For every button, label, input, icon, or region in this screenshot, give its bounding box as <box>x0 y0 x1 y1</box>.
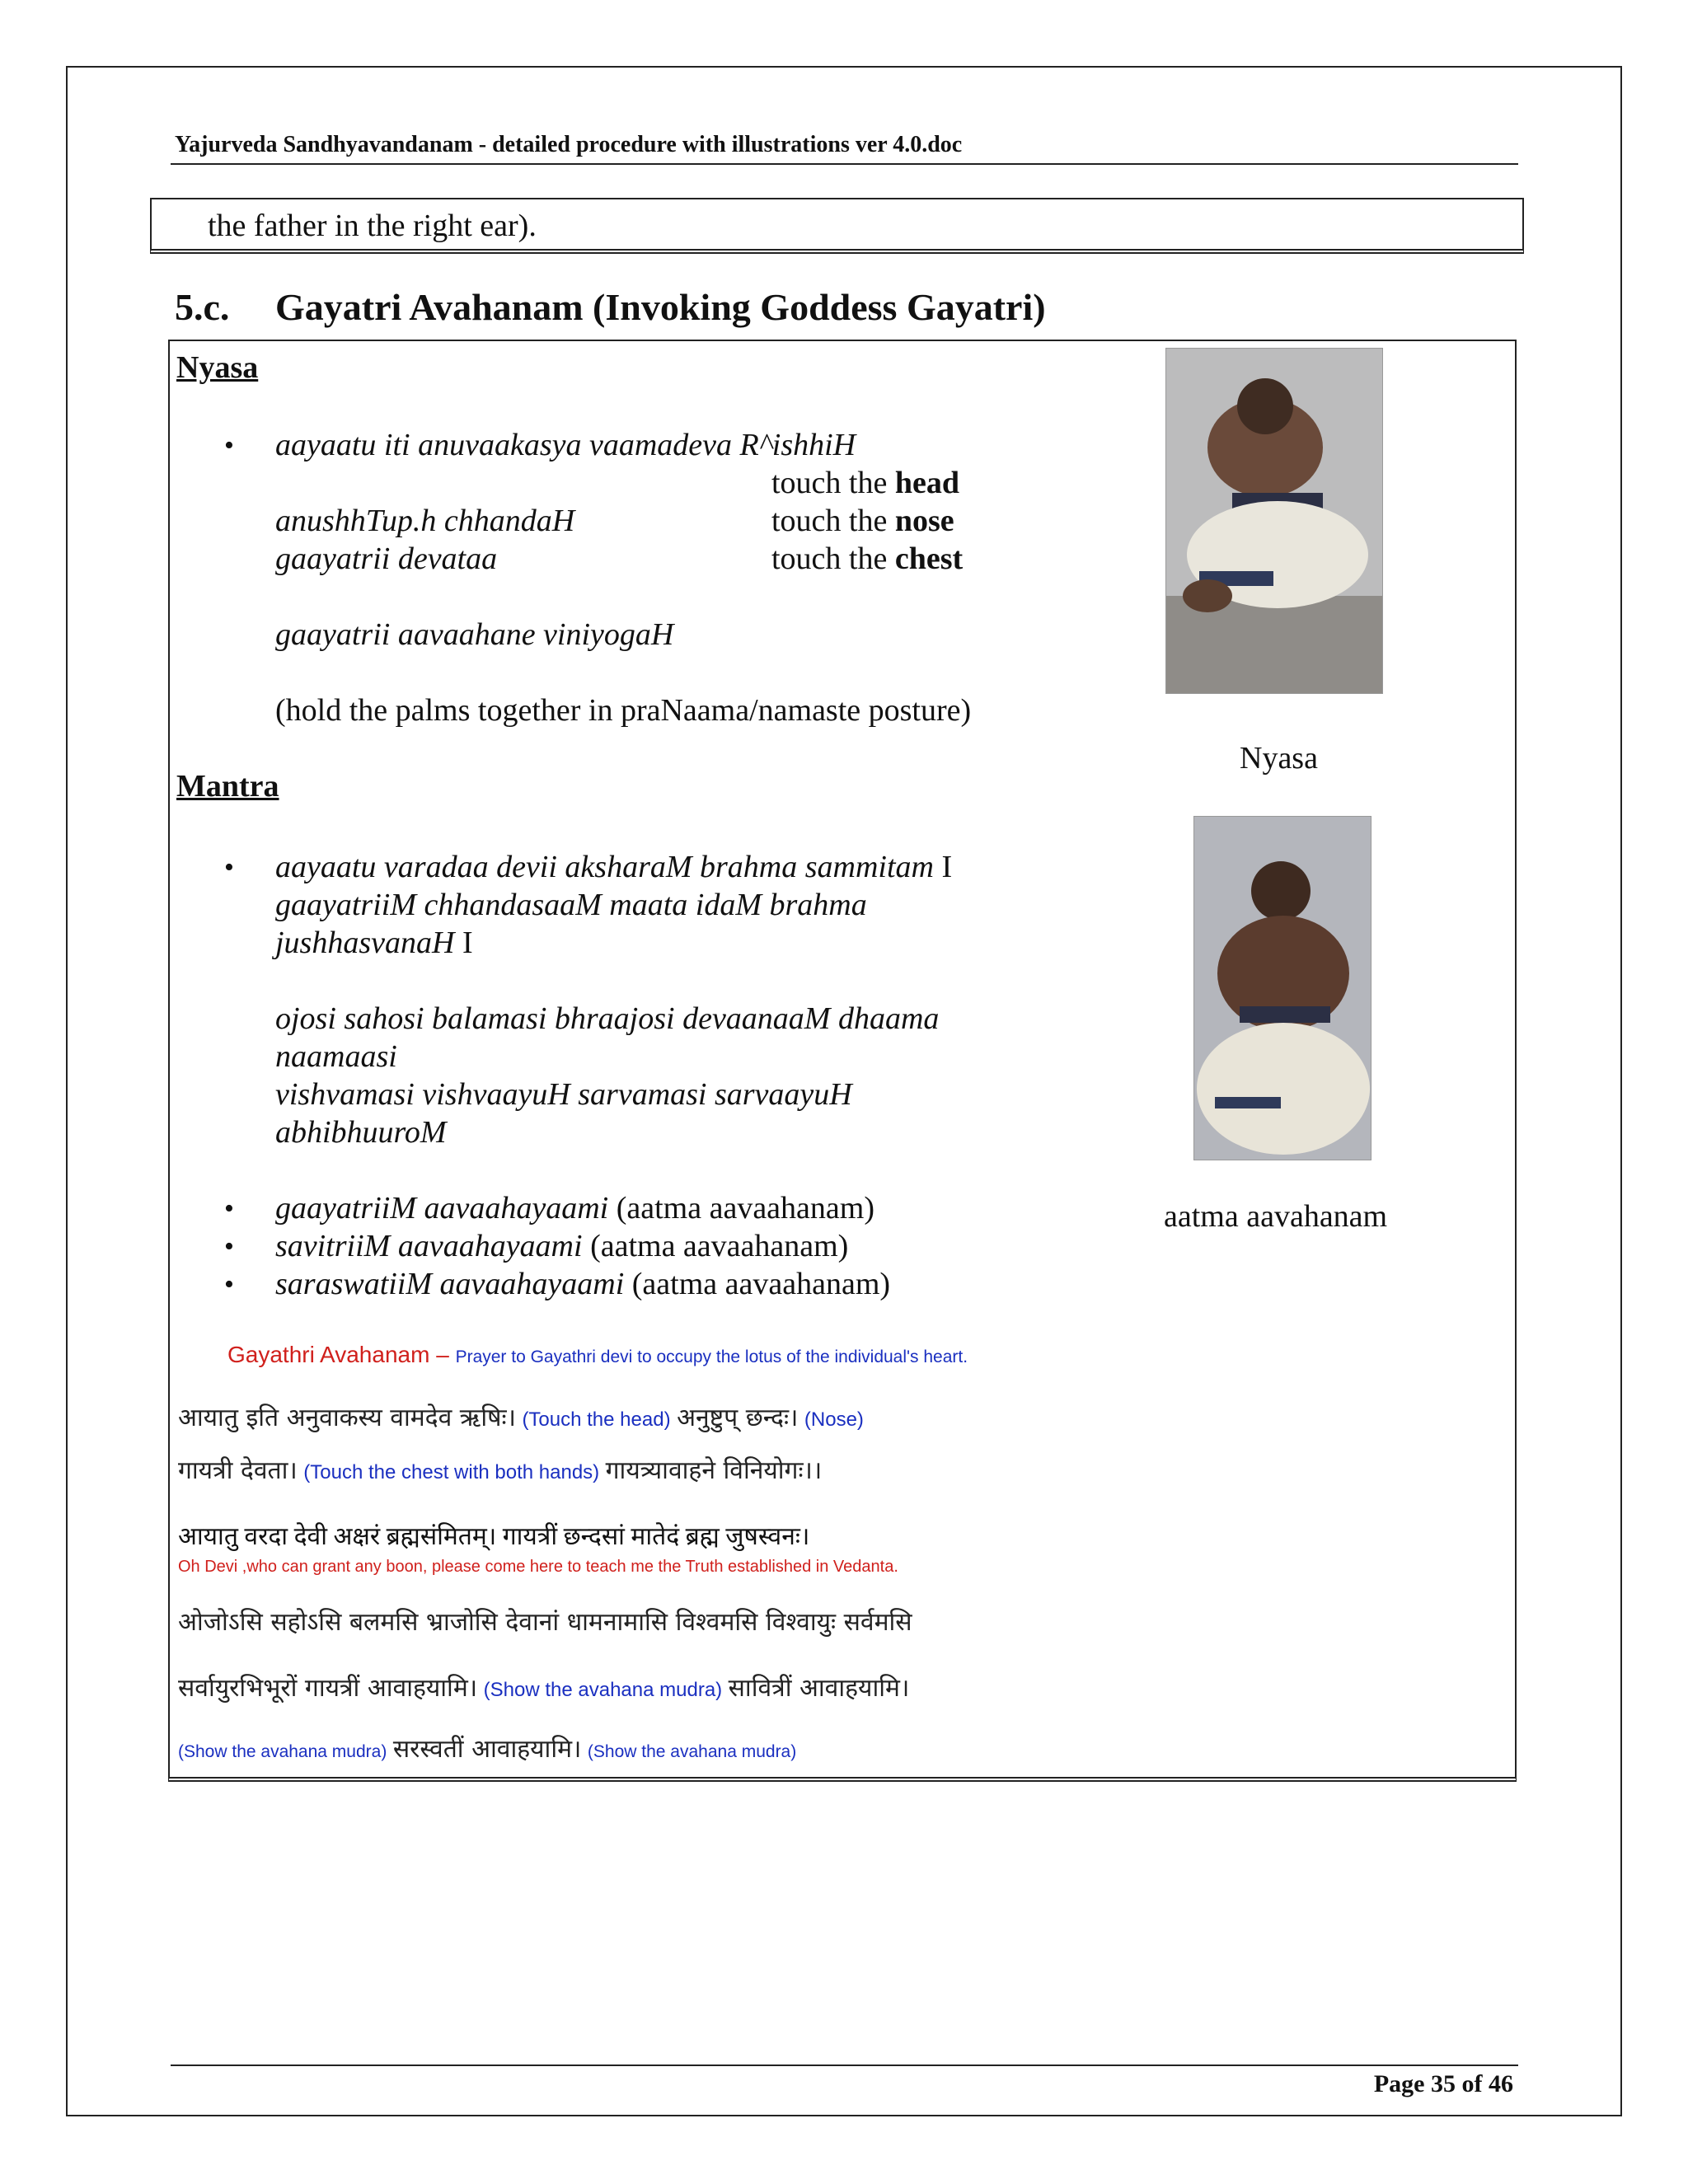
section-number: 5.c. <box>175 286 230 328</box>
sanskrit-row-4: ओजोऽसि सहोऽसि बलमसि भ्राजोसि देवानां धामनामासि विश्वमसि विश्वायुः सर्वमसि <box>178 1608 912 1637</box>
aatma-aavahanam-photo <box>1193 816 1372 1160</box>
nyasa-line-2: anushhTup.h chhandaH <box>275 504 575 538</box>
bullet: • <box>224 852 234 883</box>
mantra-line-5: naamaasi <box>275 1039 397 1074</box>
mantra-line-7: abhibhuuroM <box>275 1115 447 1150</box>
sanskrit-block-title: Gayathri Avahanam – Prayer to Gayathri devi to occupy the lotus of the individual's heart. <box>227 1342 968 1367</box>
touch-chest-instruction: touch the chest <box>771 541 964 576</box>
aatma-aavahanam-caption: aatma aavahanam <box>1164 1199 1388 1234</box>
sanskrit-row-1: आयातु इति अनुवाकस्य वामदेव ऋषिः। (Touch the head) अनुष्टुप् छन्दः। (Nose) <box>178 1404 864 1432</box>
nyasa-heading: Nyasa <box>176 350 259 385</box>
nyasa-photo <box>1165 348 1383 694</box>
mantra-line-3: jushhasvanaH I <box>275 926 473 960</box>
avahana-item-2: savitriiM aavaahayaami (aatma aavaahanam) <box>275 1229 849 1263</box>
mantra-line-2: gaayatriiM chhandasaaM maata idaM brahma <box>275 888 867 922</box>
section-title-text: Gayatri Avahanam (Invoking Goddess Gayatri) <box>275 286 1046 328</box>
header-rule <box>171 163 1518 165</box>
sanskrit-text-block <box>178 1330 1052 1767</box>
avahana-item-3: saraswatiiM aavaahayaami (aatma aavaahanam) <box>275 1267 891 1301</box>
mantra-line-1: aayaatu varadaa devii aksharaM brahma sammitam I <box>275 850 953 884</box>
sanskrit-row-2: गायत्री देवता। (Touch the chest with both hands) गायत्र्यावाहने विनियोगः।। <box>178 1456 823 1485</box>
bullet: • <box>224 430 234 461</box>
touch-nose-instruction: touch the nose <box>771 504 954 538</box>
section-title <box>175 285 1046 329</box>
continuation-text: the father in the right ear). <box>208 209 537 243</box>
avahana-item-1: gaayatriiM aavaahayaami (aatma aavaahanam) <box>275 1191 874 1226</box>
mantra-line-6: vishvamasi vishvaayuH sarvamasi sarvaayuH <box>275 1077 852 1112</box>
mantra-heading: Mantra <box>176 769 279 804</box>
bullet: • <box>224 1193 234 1224</box>
nyasa-line-1: aayaatu iti anuvaakasya vaamadeva R^ishhiH <box>275 428 856 462</box>
continuation-table-cell <box>150 198 1524 254</box>
document-header: Yajurveda Sandhyavandanam - detailed procedure with illustrations ver 4.0.doc <box>175 132 963 157</box>
touch-head-instruction: touch the head <box>771 466 959 500</box>
sanskrit-row-6: (Show the avahana mudra) सरस्वतीं आवाहयामि। (Show the avahana mudra) <box>178 1735 797 1764</box>
sanskrit-row-3-translation: Oh Devi ,who can grant any boon, please come here to teach me the Truth established in Vedanta. <box>178 1558 898 1576</box>
sanskrit-row-3: आयातु वरदा देवी अक्षरं ब्रह्मसंमितम्। गायत्रीं छन्दसां मातेदं ब्रह्म जुषस्वनः। <box>178 1523 810 1550</box>
nyasa-photo-caption: Nyasa <box>1240 741 1318 776</box>
mantra-line-4: ojosi sahosi balamasi bhraajosi devaanaaM dhaama <box>275 1001 940 1036</box>
bullet: • <box>224 1269 234 1300</box>
nyasa-line-4: gaayatrii aavaahane viniyogaH <box>275 617 674 652</box>
content-table <box>168 340 1517 1782</box>
sanskrit-row-5: सर्वायुरभिभूरों गायत्रीं आवाहयामि। (Show the avahana mudra) सावित्रीं आवाहयामि। <box>178 1674 910 1703</box>
bullet: • <box>224 1231 234 1262</box>
footer-rule <box>171 2064 1518 2066</box>
nyasa-line-5: (hold the palms together in praNaama/namaste posture) <box>275 693 972 728</box>
nyasa-line-3: gaayatrii devataa <box>275 541 498 576</box>
page-number: Page 35 of 46 <box>1373 2070 1513 2097</box>
